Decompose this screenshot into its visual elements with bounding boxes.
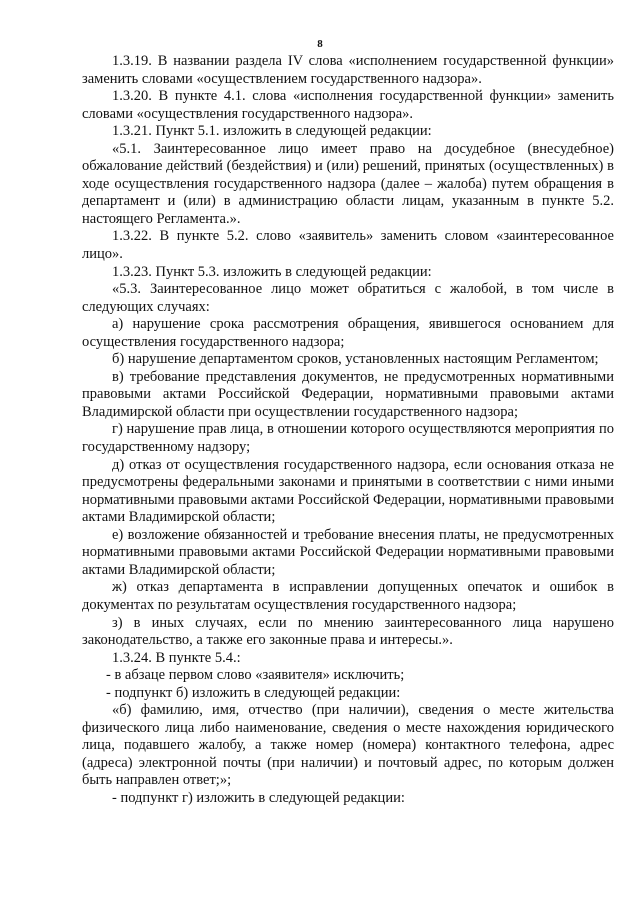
dash-item: - подпункт г) изложить в следующей редакции: — [112, 789, 405, 806]
list-item: е) возложение обязанностей и требование внесения платы, не предусмотренных нормативными правовыми актами Российской Федерации нормативными правовыми актами Владимирской области; — [82, 526, 614, 578]
paragraph: «б) фамилию, имя, отчество (при наличии), сведения о месте жительства физического лица либо наименование, сведения о месте нахождения юридического лица, подавшего жалобу, а также номер (номера) контактного телефона, адрес (адреса) электронной почты (при наличии) и почтовый адрес, по которым должен быть направлен ответ;»; — [82, 702, 614, 789]
paragraph: 1.3.19. В названии раздела IV слова «исполнением государственной функции» заменить словами «осуществлением государственного надзора». — [82, 53, 614, 87]
list-item: г) нарушение прав лица, в отношении которого осуществляются мероприятия по государственному надзору; — [82, 421, 614, 456]
paragraph: 1.3.20. В пункте 4.1. слова «исполнения государственной функции» заменить словами «осуществления государственного надзора». — [82, 88, 614, 122]
dash-item: - подпункт б) изложить в следующей редакции: — [106, 684, 401, 701]
paragraph: 1.3.22. В пункте 5.2. слово «заявитель» заменить словом «заинтересованное лицо». — [82, 228, 614, 263]
list-item: ж) отказ департамента в исправлении допущенных опечаток и ошибок в документах по результатам осуществления государственного надзора; — [82, 579, 614, 613]
list-item: з) в иных случаях, если по мнению заинтересованного лица нарушено законодательство, а также его законные права и интересы.». — [82, 614, 614, 649]
page-number: 8 — [317, 38, 323, 50]
list-item: в) требование представления документов, не предусмотренных нормативными правовыми актами Российской Федерации, нормативными правовыми актами Владимирской области при осуществлении государственного надзора; — [82, 368, 614, 420]
dash-item: - в абзаце первом слово «заявителя» исключить; — [106, 667, 405, 684]
document-body — [82, 53, 614, 808]
list-item: д) отказ от осуществления государственного надзора, если основания отказа не предусмотрены федеральными законами и принятыми в соответствии с ними иными нормативными правовыми актами Российской Федерации, нормативными правовыми актами Владимирской области; — [82, 456, 614, 526]
list-item: а) нарушение срока рассмотрения обращения, явившегося основанием для осуществления государственного надзора; — [82, 316, 614, 350]
paragraph: «5.3. Заинтересованное лицо может обратиться с жалобой, в том числе в следующих случаях: — [82, 281, 614, 315]
paragraph: 1.3.21. Пункт 5.1. изложить в следующей редакции: — [112, 123, 432, 140]
paragraph: 1.3.23. Пункт 5.3. изложить в следующей редакции: — [112, 263, 432, 280]
paragraph: «5.1. Заинтересованное лицо имеет право на досудебное (внесудебное) обжалование действий (бездействия) и (или) решений, принятых (осуществленных) в ходе осуществления государственного надзора (далее – жалоба) путем обращения в департамент и (или) в администрацию области лицам, указанным в пункте 5.2. настоящего Регламента.». — [82, 140, 614, 227]
paragraph: 1.3.24. В пункте 5.4.: — [112, 649, 241, 666]
list-item: б) нарушение департаментом сроков, установленных настоящим Регламентом; — [112, 351, 599, 368]
